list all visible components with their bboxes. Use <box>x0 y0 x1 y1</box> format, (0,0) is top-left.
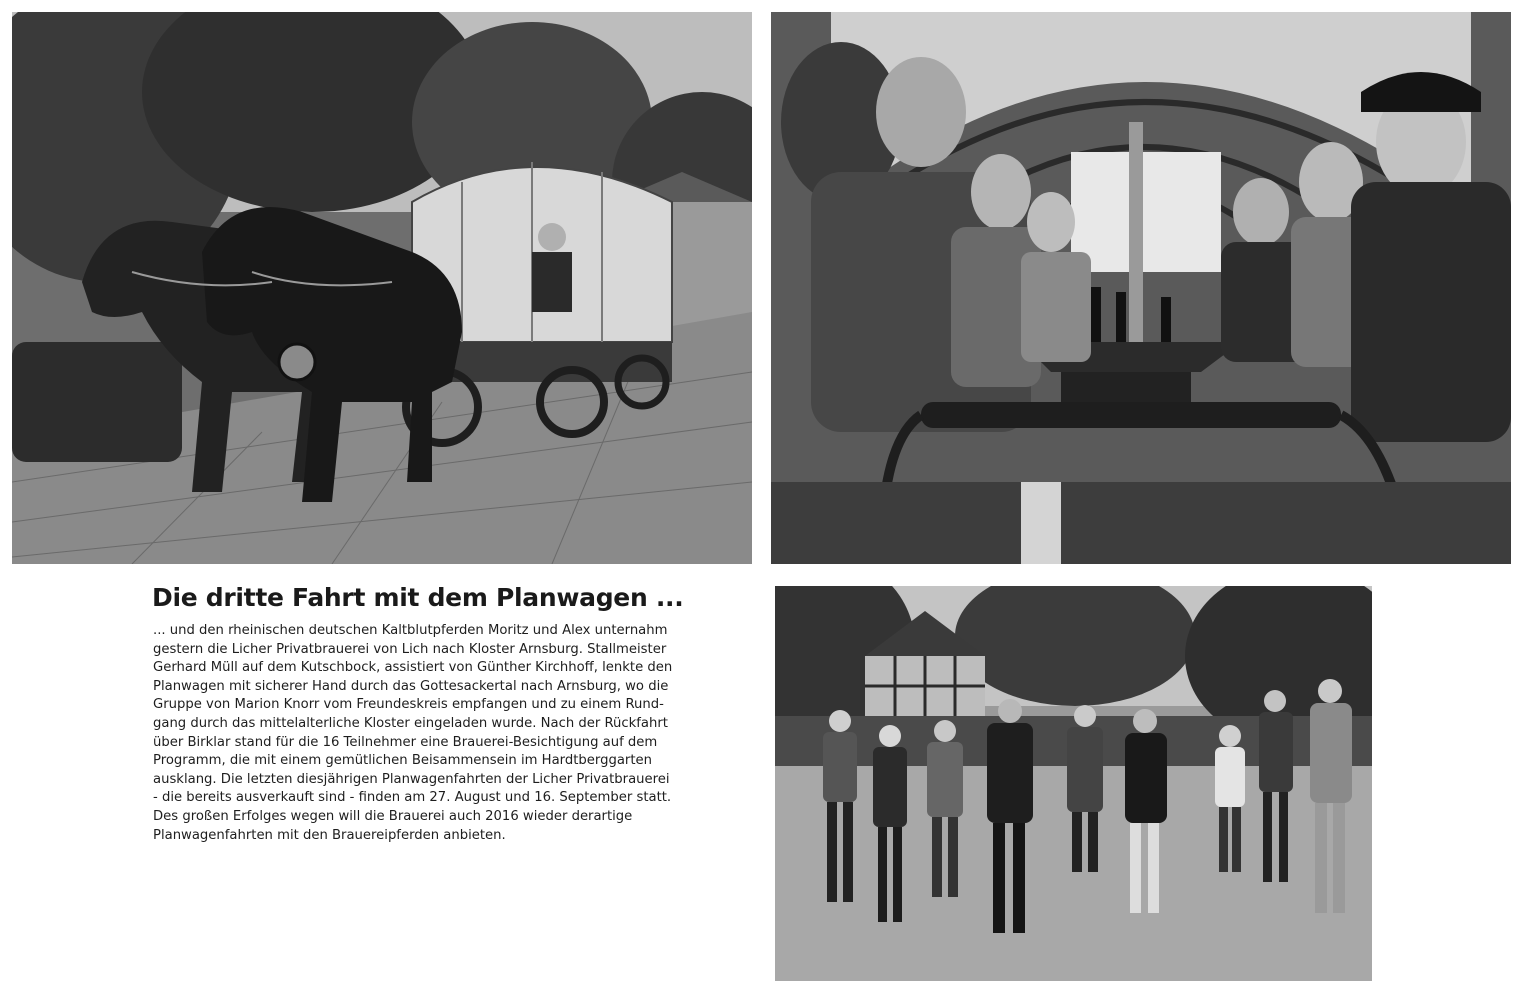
article-line: Gruppe von Marion Knorr vom Freundeskreis empfangen und zu einem Rund- <box>153 697 664 713</box>
article-headline: Die dritte Fahrt mit dem Planwagen ... <box>152 583 684 612</box>
photo-wagon-interior <box>771 12 1511 564</box>
article-line: Programm, die mit einem gemütlichen Beisammensein im Hardtberggarten <box>153 753 652 769</box>
photo-horse-wagon <box>12 12 752 564</box>
article-line: Des großen Erfolges wegen will die Brauerei auch 2016 wieder derartige <box>153 808 633 824</box>
article-line: ... und den rheinischen deutschen Kaltblutpferden Moritz und Alex unternahm <box>153 623 668 638</box>
photo-horse-wagon-graphic <box>12 12 752 564</box>
article-line: - die bereits ausverkauft sind - finden am 27. August und 16. September statt. <box>153 790 672 806</box>
photo-wagon-interior-graphic <box>771 12 1511 564</box>
article-line: gestern die Licher Privatbrauerei von Lich nach Kloster Arnsburg. Stallmeister <box>153 641 667 657</box>
article-line: gang durch das mittelalterliche Kloster eingeladen wurde. Nach der Rückfahrt <box>153 715 668 731</box>
article-line: Planwagen mit sicherer Hand durch das Gottesackertal nach Arnsburg, wo die <box>153 678 669 694</box>
photo-group-tour <box>775 586 1372 981</box>
article-line: Gerhard Müll auf dem Kutschbock, assistiert von Günther Kirchhoff, lenkte den <box>153 660 673 676</box>
article-line: ausklang. Die letzten diesjährigen Planwagenfahrten der Licher Privatbrauerei <box>153 771 670 787</box>
article-body <box>153 622 753 845</box>
article-line: Planwagenfahrten mit den Brauereipferden anbieten. <box>153 827 506 843</box>
article-line: über Birklar stand für die 16 Teilnehmer eine Brauerei-Besichtigung auf dem <box>153 734 658 750</box>
photo-group-tour-graphic <box>775 586 1372 981</box>
